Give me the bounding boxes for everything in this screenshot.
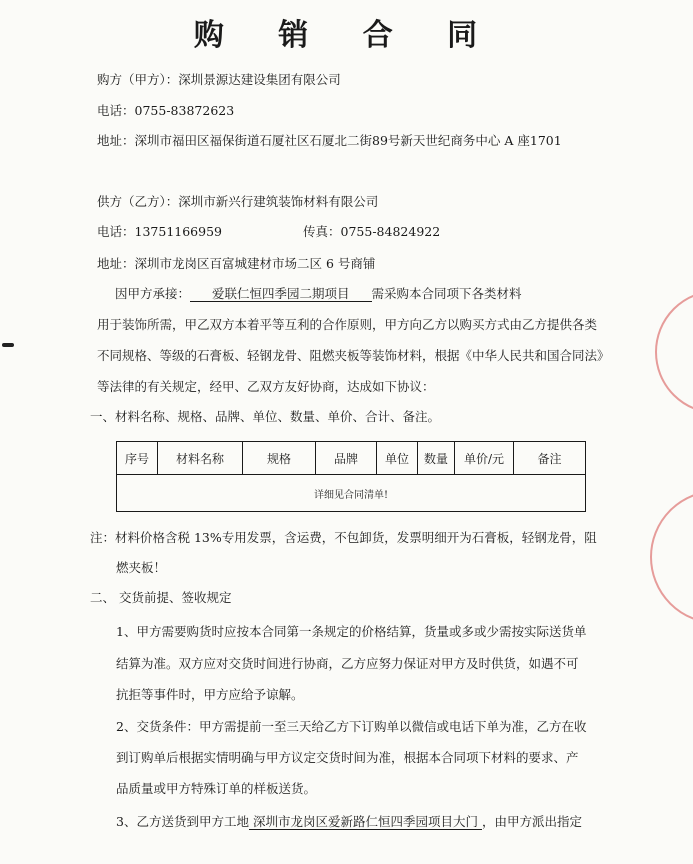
section-2-p2-line-2: 到订购单后根据实情明确与甲方议定交货时间为准，根据本合同项下材料的要求、产 [116, 750, 579, 765]
header-cell-remark: 备注 [514, 442, 586, 475]
section-2-p3-line-1 [116, 812, 582, 830]
detail-note: 详细见合同清单! [117, 475, 586, 512]
section-2-p2-line-1: 2、交货条件：甲方需提前一至三天给乙方下订购单以微信或电话下单为准，乙方在收 [116, 719, 587, 734]
buyer-name: 深圳景源达建设集团有限公司 [178, 72, 341, 87]
seller-address-label: 地址： [97, 256, 135, 271]
buyer-address: 深圳市福田区福保街道石厦社区石厦北二街89号新天世纪商务中心 A 座1701 [134, 133, 562, 148]
intro-line-1 [115, 284, 522, 302]
buyer-phone-label: 电话： [97, 103, 135, 118]
p3-suffix: ，由甲方派出指定 [481, 814, 582, 829]
seller-name-line [97, 192, 378, 210]
section-2-p1-line-2: 结算为准。双方应对交货时间进行协商，乙方应努力保证对甲方及时供货，如遇不可 [116, 656, 579, 671]
section-2-p2-line-3: 品质量或甲方特殊订单的样板送货。 [116, 781, 317, 796]
buyer-phone-line [97, 101, 234, 119]
section-2-title: 二、 交货前提、签收规定 [90, 590, 232, 605]
seller-fax-label: 传真： [303, 224, 341, 239]
seller-phone: 13751166959 [134, 224, 222, 239]
note-line-1: 注：材料价格含税 13%专用发票，含运费，不包卸货，发票明细开为石膏板，轻钢龙骨，阻 [90, 530, 597, 545]
section-1-title: 一、材料名称、规格、品牌、单位、数量、单价、合计、备注。 [90, 409, 441, 424]
intro-line-3: 不同规格、等级的石膏板、轻钢龙骨、阻燃夹板等装饰材料，根据《中华人民共和国合同法》 [97, 348, 610, 363]
contract-title: 购 销 合 同 [193, 18, 500, 53]
header-cell-brand: 品牌 [316, 442, 377, 475]
header-cell-price: 单价/元 [455, 442, 514, 475]
project-name: 爱联仁恒四季园二期项目 [190, 286, 372, 302]
seller-fax: 0755-84824922 [340, 224, 441, 239]
seller-phone-line [97, 222, 222, 240]
buyer-phone: 0755-83872623 [134, 103, 235, 118]
header-cell-material: 材料名称 [158, 442, 243, 475]
header-cell-qty: 数量 [418, 442, 455, 475]
materials-table [116, 441, 586, 512]
intro-prefix: 因甲方承接： [115, 286, 191, 301]
buyer-address-label: 地址： [97, 133, 135, 148]
scan-mark [2, 343, 14, 347]
table-header-row [117, 442, 586, 475]
red-seal-stamp-bottom [650, 490, 693, 624]
intro-line-2: 用于装饰所需，甲乙双方本着平等互利的合作原则，甲方向乙方以购买方式由乙方提供各类 [97, 317, 598, 332]
table-row [117, 475, 586, 512]
section-2-p1-line-3: 抗拒等事件时，甲方应给予谅解。 [116, 687, 304, 702]
header-cell-spec: 规格 [243, 442, 316, 475]
note-line-2: 燃夹板！ [116, 560, 167, 575]
red-seal-stamp-top [655, 290, 693, 414]
intro-l1-suffix: 需采购本合同项下各类材料 [371, 286, 522, 301]
header-cell-unit: 单位 [377, 442, 418, 475]
seller-name: 深圳市新兴行建筑装饰材料有限公司 [178, 194, 379, 209]
seller-address: 深圳市龙岗区百富城建材市场二区 6 号商铺 [134, 256, 376, 271]
seller-fax-line [303, 222, 440, 240]
buyer-name-line [97, 70, 341, 88]
seller-phone-label: 电话： [97, 224, 135, 239]
seller-address-line [97, 254, 375, 272]
p3-prefix: 3、乙方送货到甲方工地 [116, 814, 249, 829]
section-2-p1-line-1: 1、甲方需要购货时应按本合同第一条规定的价格结算，货量或多或少需按实际送货单 [116, 624, 587, 639]
intro-line-4: 等法律的有关规定，经甲、乙双方友好协商，达成如下协议： [97, 379, 435, 394]
delivery-location: 深圳市龙岗区爱新路仁恒四季园项目大门 [249, 814, 482, 830]
buyer-address-line [97, 131, 562, 149]
seller-name-label: 供方（乙方）： [97, 194, 179, 209]
header-cell-index: 序号 [117, 442, 158, 475]
buyer-name-label: 购方（甲方）： [97, 72, 179, 87]
